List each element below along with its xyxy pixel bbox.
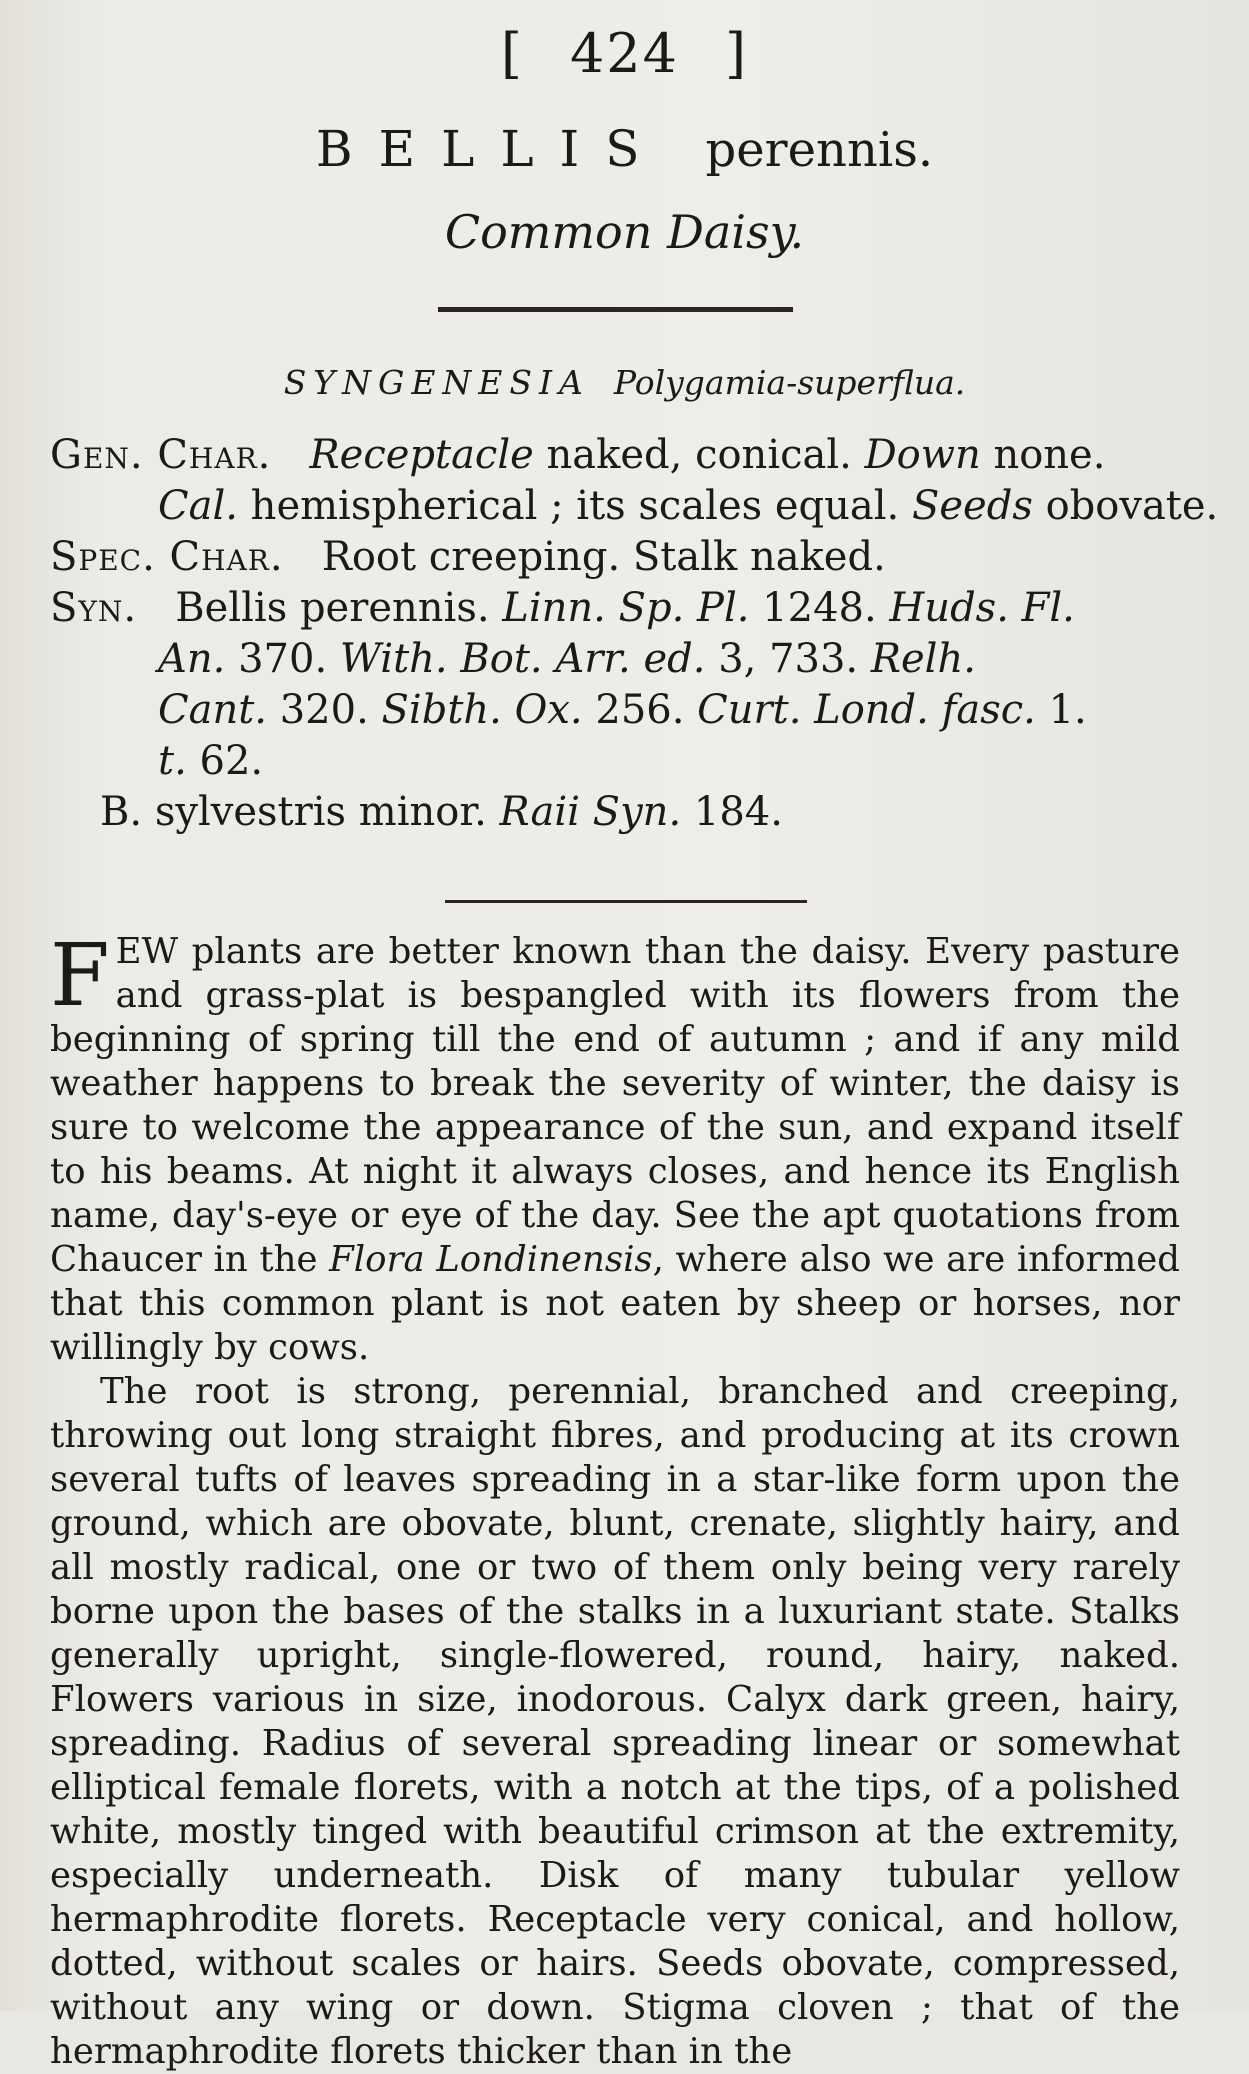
gen-char-text-1 bbox=[310, 432, 1106, 478]
italic-run: Sibth. Ox. bbox=[381, 687, 583, 733]
text-run: B. sylvestris minor. bbox=[100, 789, 500, 835]
flora-londinensis-title: Flora Londinensis bbox=[329, 1239, 653, 1280]
paragraph-1-text-a: plants are better known than the daisy. Every pasture and grass-plat is bespangled with its flowers from the beginning of spring till the end of autumn ; and if any mild weather happens to break the severity of winter, the daisy is sure to welcome the appearance of the sun, and expand itself to his beams. At night it always closes, and hence its English name, day's-eye or eye of the day. See the apt quotations from Chaucer in the bbox=[50, 931, 1180, 1280]
italic-run: Receptacle bbox=[309, 432, 534, 478]
divider-rule bbox=[438, 307, 793, 312]
text-run: 1. bbox=[1035, 687, 1087, 733]
gen-char-line-2 bbox=[50, 481, 1219, 532]
left-bracket: [ bbox=[500, 22, 524, 85]
characters-block bbox=[50, 430, 1219, 838]
divider-rule-2 bbox=[445, 900, 807, 903]
syn-text-1 bbox=[175, 585, 1075, 631]
syn-line-1 bbox=[50, 583, 1180, 634]
syn-line-5 bbox=[50, 787, 1180, 838]
linnaean-order: Polygamia-superflua. bbox=[613, 363, 966, 402]
syn-line-3 bbox=[50, 685, 1180, 736]
italic-run: Cal. bbox=[158, 483, 238, 529]
paragraph-1-text-b: , where also we are informed that this common plant is not eaten by sheep or horses, nor willingly by cows. bbox=[50, 1239, 1180, 1368]
italic-run: Seeds bbox=[911, 483, 1033, 529]
text-run: hemispherical ; its scales equal. bbox=[237, 483, 912, 529]
paragraph-1-opening: EW bbox=[115, 931, 179, 972]
italic-run: With. Bot. Arr. ed. bbox=[339, 636, 706, 682]
italic-run: Curt. Lond. fasc. bbox=[697, 687, 1036, 733]
text-run: naked, conical. bbox=[533, 432, 865, 478]
gen-char-label: Gen. Char. bbox=[50, 432, 272, 478]
page-number-value: 424 bbox=[569, 22, 680, 85]
italic-run: Raii Syn. bbox=[499, 789, 682, 835]
gen-char-line-1 bbox=[50, 430, 1180, 481]
syn-label: Syn. bbox=[50, 585, 138, 631]
drop-cap: F bbox=[50, 926, 110, 1026]
italic-run: Cant. bbox=[158, 687, 268, 733]
italic-run: An. bbox=[158, 636, 226, 682]
italic-run: Linn. Sp. Pl. bbox=[502, 585, 750, 631]
page-number bbox=[0, 22, 1249, 85]
text-run: 62. bbox=[186, 738, 264, 784]
right-bracket: ] bbox=[725, 22, 749, 85]
syn-line-2 bbox=[50, 634, 1180, 685]
linnaean-class: SYNGENESIA bbox=[283, 363, 590, 402]
text-run: 3, 733. bbox=[705, 636, 871, 682]
text-run: 370. bbox=[225, 636, 340, 682]
text-run: Bellis perennis. bbox=[175, 585, 503, 631]
classification bbox=[0, 363, 1249, 402]
italic-run: Huds. Fl. bbox=[889, 585, 1075, 631]
text-run: 320. bbox=[267, 687, 382, 733]
syn-line-4 bbox=[50, 736, 1180, 787]
paragraph-2: The root is strong, perennial, branched and creeping, throwing out long straight fibres, and producing at its crown several tufts of leaves spreading in a star-like form upon the ground, which are obovate, blunt, crenate, slightly hairy, and all mostly radical, one or two of them only being very rarely borne upon the bases of the stalks in a luxuriant state. Stalks generally upright, single-flowered, round, hairy, naked. Flowers various in size, inodorous. Calyx dark green, hairy, spreading. Radius of several spreading linear or somewhat elliptical female florets, with a notch at the tips, of a polished white, mostly tinged with beautiful crimson at the extremity, especially underneath. Disk of many tubular yellow hermaphrodite florets. Receptacle very conical, and hollow, dotted, without scales or hairs. Seeds obovate, compressed, without any wing or down. Stigma cloven ; that of the hermaphrodite florets thicker than in the bbox=[50, 1371, 1180, 2072]
text-run: 184. bbox=[681, 789, 783, 835]
spec-char-line bbox=[50, 532, 1180, 583]
italic-run: t. bbox=[158, 738, 187, 784]
spec-char-label: Spec. Char. bbox=[50, 534, 284, 580]
paragraph-1 bbox=[50, 926, 1180, 1370]
spec-char-text: Root creeping. Stalk naked. bbox=[321, 534, 886, 580]
species-name: perennis. bbox=[705, 122, 934, 178]
genus-name: BELLIS bbox=[315, 120, 666, 178]
page-title bbox=[0, 120, 1249, 178]
text-run: 1248. bbox=[749, 585, 890, 631]
text-run: obovate. bbox=[1032, 483, 1219, 529]
text-run: 256. bbox=[582, 687, 698, 733]
common-name: Common Daisy. bbox=[444, 205, 805, 259]
text-run: none. bbox=[980, 432, 1106, 478]
body-text bbox=[50, 926, 1180, 2074]
italic-run: Down bbox=[864, 432, 981, 478]
italic-run: Relh. bbox=[870, 636, 976, 682]
